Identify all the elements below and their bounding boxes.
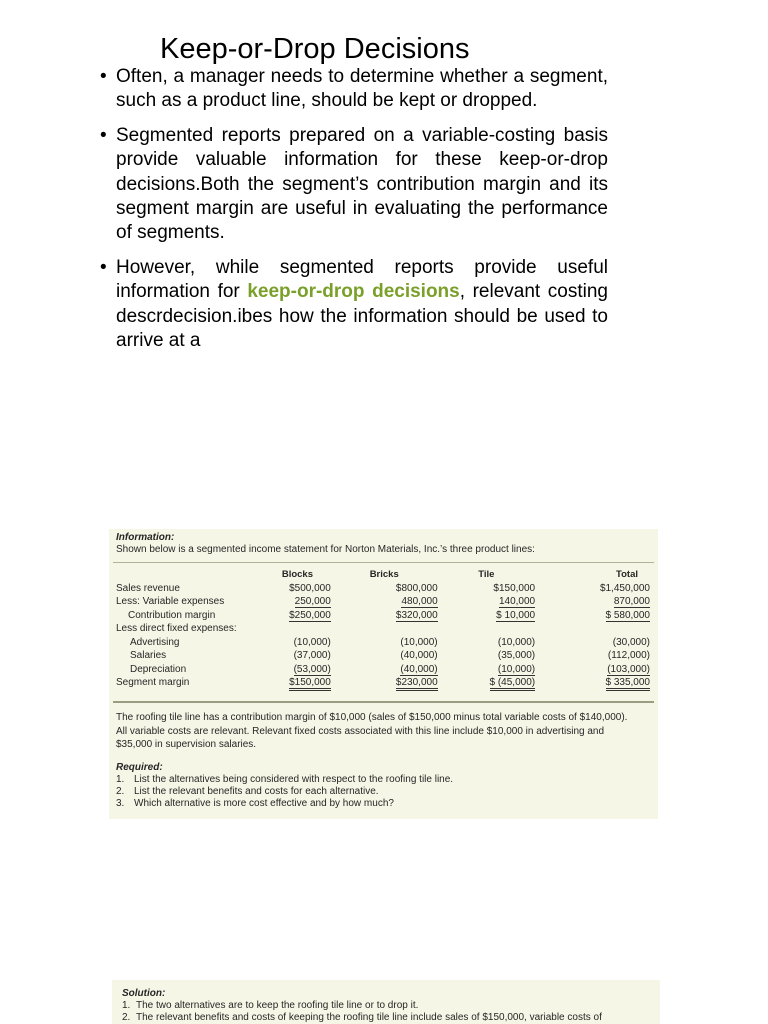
cell-value: 250,000	[294, 596, 331, 608]
column-header-tile: Tile	[478, 569, 495, 581]
table-header-row	[116, 568, 650, 582]
solution-list	[122, 1000, 652, 1024]
cell-value: (30,000)	[612, 636, 650, 648]
bullet-marker: •	[100, 124, 107, 146]
list-item: 3. Which alternative is more cost effective and by how much?	[116, 798, 394, 809]
required-list	[116, 774, 636, 810]
cell-value: $ 580,000	[605, 609, 650, 621]
list-item: 1. The two alternatives are to keep the roofing tile line or to drop it.	[122, 1000, 419, 1011]
column-header-blocks: Blocks	[281, 569, 313, 581]
table-row	[116, 582, 650, 596]
information-heading: Information:	[116, 532, 175, 543]
table-row	[116, 636, 650, 650]
list-item: 2. List the relevant benefits and costs for each alternative.	[116, 786, 379, 797]
cell-value: (10,000)	[497, 663, 536, 675]
row-label: Segment margin	[116, 677, 190, 689]
cell-value: (112,000)	[607, 650, 650, 662]
cell-value: $250,000	[289, 609, 331, 621]
row-label: Salaries	[130, 650, 167, 662]
cell-value: 140,000	[498, 596, 536, 608]
column-header-bricks: Bricks	[369, 569, 399, 581]
required-heading: Required:	[116, 762, 163, 773]
bullet-text: Often, a manager needs to determine whether a segment, such as a product line, should be kept or dropped.	[116, 66, 608, 112]
solution-panel	[112, 980, 660, 1024]
header-label	[116, 568, 264, 582]
row-label: Sales revenue	[116, 582, 180, 594]
cell-value: 870,000	[613, 596, 650, 608]
list-item: 1. List the alternatives being considered with respect to the roofing tile line.	[116, 774, 454, 785]
cell-value: $ (45,000)	[438, 676, 535, 690]
bullet-item	[98, 65, 608, 114]
solution-heading: Solution:	[122, 988, 166, 999]
bullet-marker: •	[100, 256, 107, 278]
cell-value: $ 10,000	[496, 609, 536, 621]
table-row	[116, 622, 650, 636]
bullet-text: Segmented reports prepared on a variable-costing basis provide valuable information for these keep-or-drop decisions.Both the segment’s contribution margin and its segment margin are useful in evaluating the performance of segments.	[116, 124, 608, 244]
divider	[113, 701, 654, 703]
cell-value: $1,450,000	[599, 582, 650, 594]
highlighted-term: keep-or-drop decisions	[247, 281, 460, 303]
cell-value: (53,000)	[293, 663, 331, 675]
slide-title: Keep-or-Drop Decisions	[160, 33, 470, 65]
table-row	[116, 649, 650, 663]
cell-value: (103,000)	[607, 663, 650, 675]
cell-value: $230,000	[331, 676, 438, 690]
cell-value: $500,000	[289, 582, 331, 594]
row-label: Depreciation	[130, 663, 187, 675]
cell-value: (10,000)	[400, 636, 438, 648]
column-header-total: Total	[616, 569, 638, 581]
cell-value: (40,000)	[400, 650, 438, 662]
cell-value: (35,000)	[497, 650, 536, 662]
cell-value: $ 335,000	[535, 676, 650, 690]
required-section	[116, 762, 636, 810]
cell-value: $800,000	[395, 582, 438, 594]
bullet-item	[98, 124, 608, 246]
cell-value: $150,000	[264, 676, 331, 690]
cell-value: (37,000)	[293, 650, 331, 662]
row-label: Contribution margin	[128, 609, 216, 621]
segmented-income-statement	[116, 568, 650, 690]
information-intro: Shown below is a segmented income statement for Norton Materials, Inc.’s three product lines:	[116, 544, 535, 555]
bullet-marker: •	[100, 66, 107, 87]
information-paragraph: The roofing tile line has a contribution margin of $10,000 (sales of $150,000 minus total variable costs of $140,000). All variable costs are relevant. Relevant fixed costs associated with this line include $10,000 in advertising and $35,000 in supervision salaries.	[116, 712, 628, 750]
row-label: Less: Variable expenses	[116, 596, 225, 608]
table-row	[116, 663, 650, 677]
bullet-list	[98, 65, 608, 363]
row-label: Advertising	[130, 636, 180, 648]
information-panel	[109, 529, 658, 819]
table-row	[116, 609, 650, 623]
cell-value: (40,000)	[400, 663, 438, 675]
bullet-text-post: , relevant costing descrdecision.ibes how the information should be used to arrive at a	[116, 281, 608, 352]
cell-value: (10,000)	[497, 636, 536, 648]
bullet-item	[98, 256, 608, 354]
table-row	[116, 676, 650, 690]
cell-value: $150,000	[493, 582, 536, 594]
cell-value: (10,000)	[293, 636, 331, 648]
list-item: 2. The relevant benefits and costs of keeping the roofing tile line include sales of $150,000, variable costs of	[122, 1012, 602, 1023]
divider	[113, 562, 654, 563]
row-label: Less direct fixed expenses:	[116, 623, 237, 635]
cell-value: $320,000	[395, 609, 438, 621]
cell-value: 480,000	[401, 596, 438, 608]
bullet-text-pre: However, while segmented reports provide useful information for	[116, 256, 608, 303]
table-row	[116, 595, 650, 609]
